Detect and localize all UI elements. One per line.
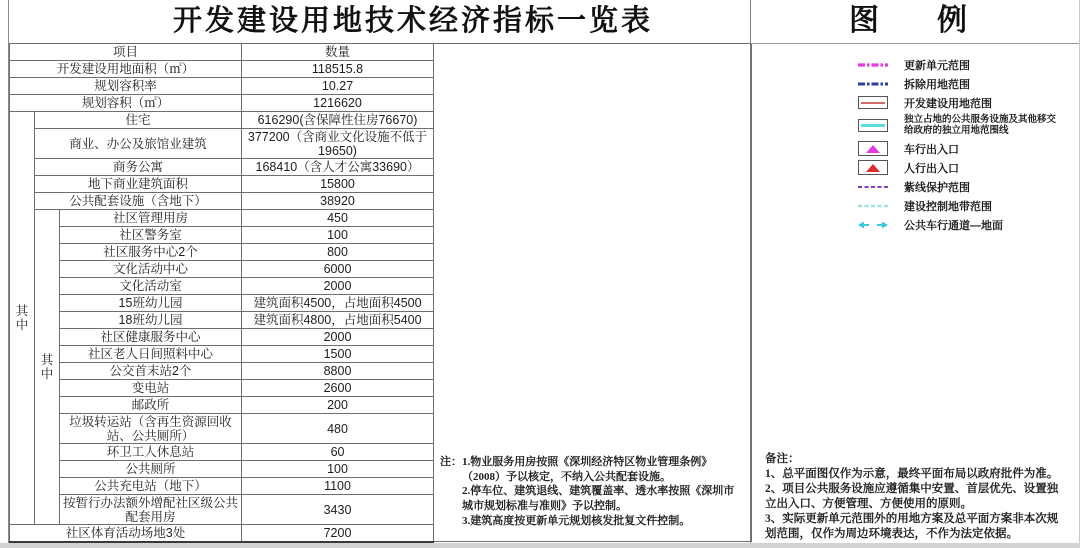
header-item: 项目 [10, 44, 242, 61]
page-title: 开发建设用地技术经济指标一览表 [172, 5, 653, 37]
item-cell: 邮政所 [60, 397, 242, 414]
legend-item [751, 215, 1079, 234]
table-header-row [10, 44, 752, 61]
legend-item [751, 139, 1079, 158]
value-cell: 800 [242, 244, 434, 261]
legend-label: 独立占地的公共服务设施及其他移交给政府的独立用地范围线 [904, 113, 1057, 136]
legend-items [751, 55, 1079, 234]
value-cell: 6000 [242, 261, 434, 278]
legend-item [751, 112, 1079, 139]
note-line: 2.停车位、建筑退线、建筑覆盖率、透水率按照《深圳市城市规划标准与准则》予以控制。 [462, 485, 735, 513]
legend-title: 图 例 [751, 0, 1079, 44]
value-cell: 1100 [242, 478, 434, 495]
remarks-block [765, 452, 1067, 542]
value-cell: 3430 [242, 495, 434, 525]
update-unit-range-swatch-icon [858, 61, 890, 69]
indicators-table [9, 43, 752, 543]
item-cell: 社区体育活动场地3处 [10, 525, 242, 542]
item-cell: 社区警务室 [60, 227, 242, 244]
remarks-title: 备注： [765, 453, 800, 465]
item-cell: 地下商业建筑面积 [35, 176, 242, 193]
table-notes [440, 455, 740, 529]
legend-label: 开发建设用地范围 [904, 97, 992, 110]
item-cell: 18班幼儿园 [60, 312, 242, 329]
item-cell: 社区老人日间照料中心 [60, 346, 242, 363]
pedestrian-entrance-icon [858, 160, 890, 175]
value-cell: 7200 [242, 525, 434, 542]
value-cell: 168410（含人才公寓33690） [242, 159, 434, 176]
note-line: 1.物业服务用房按照《深圳经济特区物业管理条例》（2008）予以核定，不纳入公共配套设施。 [462, 455, 713, 483]
legend-label: 车行出入口 [904, 143, 959, 156]
value-cell: 15800 [242, 176, 434, 193]
value-cell: 100 [242, 461, 434, 478]
item-cell: 文化活动室 [60, 278, 242, 295]
remarks-line: 3、实际更新单元范围外的用地方案及总平面方案非本次规划范围，仅作为周边环境表达，不作为法定依据。 [765, 512, 1059, 540]
legend-label: 紫线保护范围 [904, 181, 970, 194]
header-qty: 数量 [242, 44, 434, 61]
notes-body [462, 455, 740, 529]
value-cell: 200 [242, 397, 434, 414]
development-land-range-swatch-icon [858, 96, 890, 109]
item-cell: 社区服务中心2个 [60, 244, 242, 261]
value-cell: 480 [242, 414, 434, 444]
item-cell: 按暂行办法额外增配社区级公共配套用房 [60, 495, 242, 525]
item-cell: 住宅 [35, 112, 242, 129]
group-label: 其中 [10, 112, 35, 525]
legend-label: 公共车行通道—地面 [904, 219, 1003, 232]
public-vehicle-passage-icon [858, 220, 890, 230]
value-cell: 1216620 [242, 95, 434, 112]
independent-public-facility-range-swatch-icon [858, 119, 890, 132]
remarks-line: 1、总平面图仅作为示意，最终平面布局以政府批件为准。 [765, 467, 1059, 480]
item-cell: 社区管理用房 [60, 210, 242, 227]
value-cell: 38920 [242, 193, 434, 210]
construction-control-zone-swatch-icon [858, 203, 890, 209]
legend-label: 更新单元范围 [904, 59, 970, 72]
item-cell: 开发建设用地面积（㎡） [10, 61, 242, 78]
value-cell: 2000 [242, 329, 434, 346]
note-line: 3.建筑高度按更新单元规划核发批复文件控制。 [462, 515, 691, 528]
demolition-land-range-swatch-icon [858, 80, 890, 88]
value-cell: 10.27 [242, 78, 434, 95]
item-cell: 社区健康服务中心 [60, 329, 242, 346]
item-cell: 垃圾转运站（含再生资源回收站、公共厕所） [60, 414, 242, 444]
table-notes-cell [434, 44, 752, 542]
item-cell: 公共充电站（地下） [60, 478, 242, 495]
legend-item [751, 177, 1079, 196]
legend-label: 拆除用地范围 [904, 78, 970, 91]
value-cell: 2600 [242, 380, 434, 397]
value-cell: 616290(含保障性住房76670) [242, 112, 434, 129]
item-cell: 变电站 [60, 380, 242, 397]
legend-item [751, 196, 1079, 215]
value-cell: 1500 [242, 346, 434, 363]
legend-item [751, 74, 1079, 93]
legend-item [751, 55, 1079, 74]
value-cell: 118515.8 [242, 61, 434, 78]
vehicle-entrance-icon [858, 141, 890, 156]
legend-item [751, 158, 1079, 177]
legend-label: 人行出入口 [904, 162, 959, 175]
value-cell: 100 [242, 227, 434, 244]
item-cell: 公共厕所 [60, 461, 242, 478]
legend-label: 建设控制地带范围 [904, 200, 992, 213]
item-cell: 公共配套设施（含地下） [35, 193, 242, 210]
subgroup-label: 其中 [35, 210, 60, 525]
value-cell: 60 [242, 444, 434, 461]
item-cell: 15班幼儿园 [60, 295, 242, 312]
value-cell: 377200（含商业文化设施不低于19650) [242, 129, 434, 159]
legend-panel [750, 0, 1080, 543]
value-cell: 建筑面积4500，占地面积4500 [242, 295, 434, 312]
notes-prefix: 注： [440, 455, 463, 468]
item-cell: 商业、办公及旅馆业建筑 [35, 129, 242, 159]
value-cell: 2000 [242, 278, 434, 295]
bottom-gray-band [0, 543, 1080, 548]
value-cell: 8800 [242, 363, 434, 380]
item-cell: 规划容积率 [10, 78, 242, 95]
indicators-panel [8, 0, 751, 543]
value-cell: 建筑面积4800，占地面积5400 [242, 312, 434, 329]
item-cell: 规划容积（㎡） [10, 95, 242, 112]
value-cell: 450 [242, 210, 434, 227]
legend-item [751, 93, 1079, 112]
item-cell: 公交首末站2个 [60, 363, 242, 380]
item-cell: 商务公寓 [35, 159, 242, 176]
item-cell: 环卫工人休息站 [60, 444, 242, 461]
item-cell: 文化活动中心 [60, 261, 242, 278]
purple-line-protection-swatch-icon [858, 184, 890, 190]
remarks-line: 2、项目公共服务设施应遵循集中安置、首层优先、设置独立出入口、方便管理、方便使用的原则。 [765, 482, 1059, 510]
